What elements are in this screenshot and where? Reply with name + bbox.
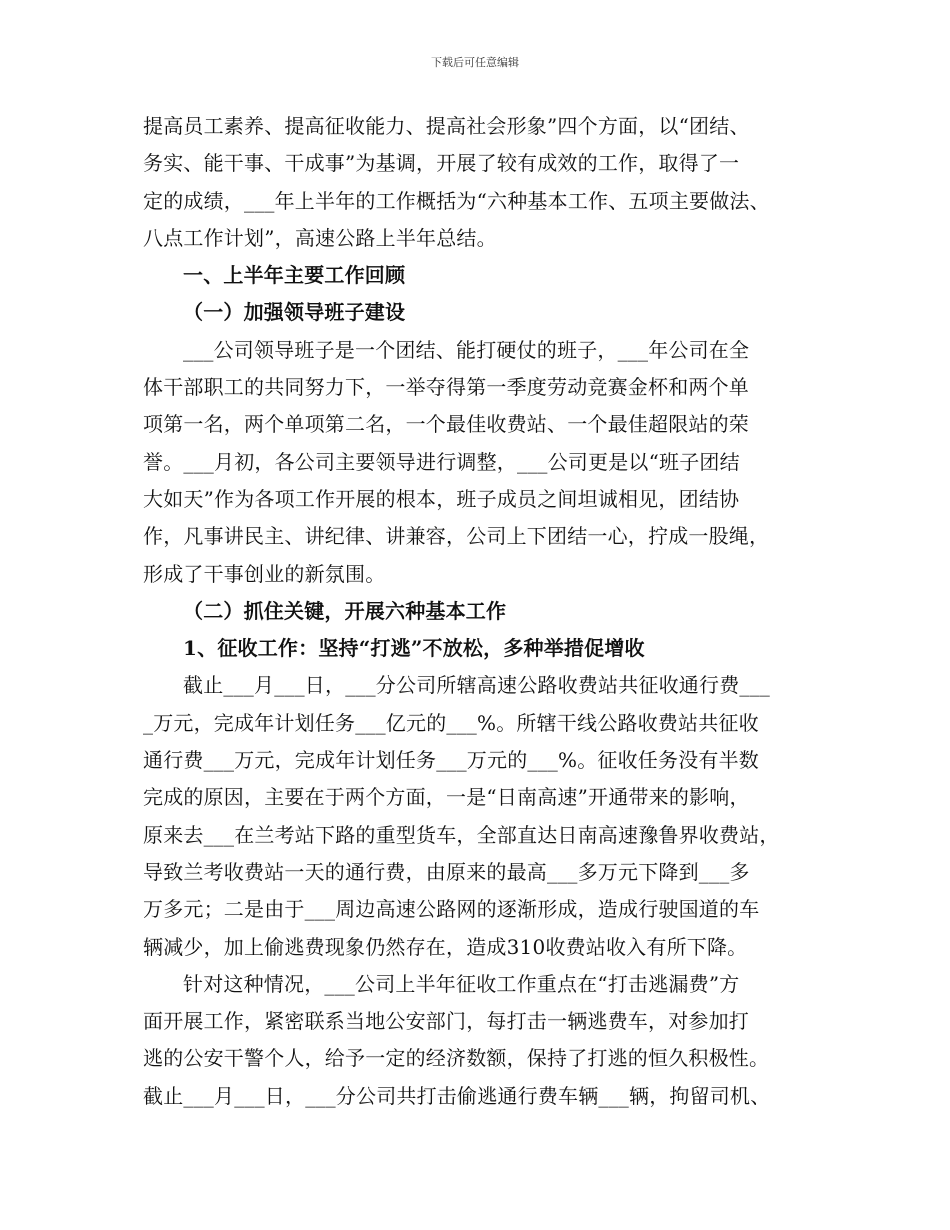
paragraph-line: 作，凡事讲民主、讲纪律、讲兼容，公司上下团结一心，拧成一股绳，: [143, 524, 770, 549]
page-header: 下载后可任意编辑: [431, 56, 519, 69]
section-heading: 一、上半年主要工作回顾: [183, 263, 406, 288]
paragraph-line: 通行费___万元，完成年计划任务___万元的___%。征收任务没有半数: [143, 748, 760, 773]
paragraph-line: 项第一名，两个单项第二名，一个最佳收费站、一个最佳超限站的荣: [143, 412, 749, 437]
paragraph-line: 提高员工素养、提高征收能力、提高社会形象”四个方面，以“团结、: [143, 114, 750, 138]
paragraph-line: 大如天”作为各项工作开展的根本，班子成员之间坦诚相见，团结协: [143, 486, 740, 511]
paragraph-line: _万元，完成年计划任务___亿元的___%。所辖干线公路收费站共征收: [143, 710, 759, 735]
paragraph-line: 定的成绩，___年上半年的工作概括为“六种基本工作、五项主要做法、: [143, 188, 770, 213]
section-heading: （一）加强领导班子建设: [183, 300, 406, 325]
paragraph-line: 原来去___在兰考站下路的重型货车，全部直达日南高速豫鲁界收费站，: [143, 822, 780, 847]
section-heading: 1、征收工作：坚持“打逃”不放松，多种举措促增收: [183, 636, 645, 661]
paragraph-line: 截止___月___日，___分公司所辖高速公路收费站共征收通行费___: [183, 673, 770, 698]
paragraph-line: 导致兰考收费站一天的通行费，由原来的最高___多万元下降到___多: [143, 859, 750, 884]
paragraph-line: ___公司领导班子是一个团结、能打硬仗的班子，___年公司在全: [183, 337, 750, 362]
paragraph-line: 逃的公安干警个人，给予一定的经济数额，保持了打逃的恒久积极性。: [143, 1046, 770, 1071]
paragraph-line: 万多元；二是由于___周边高速公路网的逐渐形成，造成行驶国道的车: [143, 897, 760, 922]
paragraph-line: 针对这种情况，___公司上半年征收工作重点在“打击逃漏费”方: [183, 971, 740, 996]
paragraph-line: 誉。___月初，各公司主要领导进行调整，___公司更是以“班子团结: [143, 449, 740, 474]
paragraph-line: 体干部职工的共同努力下，一举夺得第一季度劳动竞赛金杯和两个单: [143, 375, 749, 400]
document-body: [143, 108, 813, 1115]
paragraph-line: 截止___月___日，___分公司共打击偷逃通行费车辆___辆，拘留司机、: [143, 1083, 771, 1108]
paragraph-line: 形成了干事创业的新氛围。: [143, 561, 386, 586]
paragraph-line: 八点工作计划”，高速公路上半年总结。: [143, 225, 497, 250]
paragraph-line: 辆减少，加上偷逃费现象仍然存在，造成310收费站收入有所下降。: [143, 934, 748, 959]
paragraph-line: 务实、能干事、干成事”为基调，开展了较有成效的工作，取得了一: [143, 151, 740, 176]
paragraph-line: 面开展工作，紧密联系当地公安部门，每打击一辆逃费车，对参加打: [143, 1009, 749, 1034]
section-heading: （二）抓住关键，开展六种基本工作: [183, 598, 507, 623]
paragraph-line: 完成的原因，主要在于两个方面，一是“日南高速”开通带来的影响，: [143, 785, 750, 810]
